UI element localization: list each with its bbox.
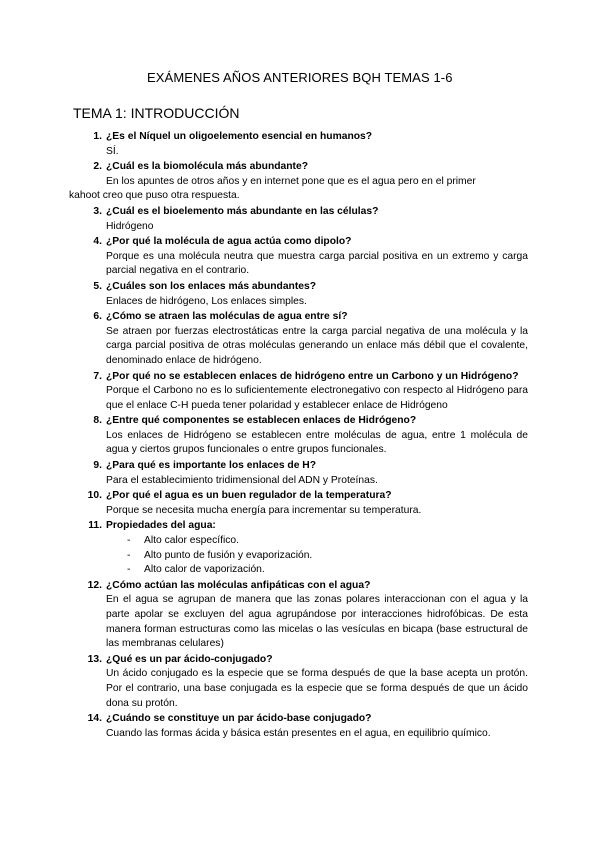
question-number: 8.: [93, 415, 102, 427]
list-item: [87, 459, 528, 488]
question-number: 1.: [93, 131, 102, 142]
property-list: [106, 534, 528, 578]
question-number: 2.: [93, 161, 102, 173]
question-number: 9.: [93, 460, 102, 472]
list-item: [87, 310, 528, 368]
question-text: ¿Entre qué componentes se establecen enlaces de Hidrógeno?: [106, 415, 417, 427]
question-text: ¿Cuáles son los enlaces más abundantes?: [106, 280, 317, 292]
list-item: [87, 205, 528, 234]
answer-text: Enlaces de hidrógeno, Los enlaces simples.: [106, 295, 307, 307]
answer-text: En el agua se agrupan de manera que las zonas polares interaccionan con el agua y la parte apolar se excluyen del agua agrupándose por interacciones hidrofóbicas. De esta manera forman estructuras como las micelas o las vesículas en bicapa (base estructural de las membranas celulares): [106, 594, 528, 650]
answer-text-continuation: kahoot creo que puso otra respuesta.: [69, 190, 240, 202]
question-number: 7.: [93, 370, 102, 382]
question-number: 3.: [93, 205, 102, 217]
list-item: [87, 712, 528, 741]
question-text: ¿Cuál es el bioelemento más abundante en las células?: [106, 205, 379, 217]
answer-text: Cuando las formas ácida y básica están presentes en el agua, en equilibrio químico.: [106, 727, 491, 739]
question-text: ¿Cuándo se constituye un par ácido-base conjugado?: [106, 713, 372, 725]
list-item: [87, 235, 528, 279]
question-text: ¿Es el Níquel un oligoelemento esencial en humanos?: [106, 131, 373, 142]
answer-text: Los enlaces de Hidrógeno se establecen entre moléculas de agua, entre 1 molécula de agua y ciertos grupos funcionales o entre grupos funcionales.: [106, 429, 528, 456]
list-item: [87, 130, 528, 159]
answer-text: Se atraen por fuerzas electrostáticas entre la carga parcial negativa de una molécula y la carga parcial positiva de otras moléculas generando un enlace más débil que el covalente, denominado enlace de hidrógeno.: [106, 325, 528, 366]
question-number: 10.: [87, 490, 102, 502]
list-item: [87, 519, 528, 577]
list-item: [69, 160, 528, 204]
list-item: [87, 280, 528, 309]
question-text: ¿Cómo se atraen las moléculas de agua entre sí?: [106, 311, 348, 323]
question-text: ¿Qué es un par ácido-conjugado?: [106, 653, 273, 665]
list-item: [87, 414, 528, 458]
question-number: 6.: [93, 311, 102, 323]
property-item: - Alto calor específico.: [127, 534, 528, 549]
answer-text: Porque es una molécula neutra que muestra carga parcial positiva en un extremo y carga parcial negativa en el contrario.: [106, 250, 528, 277]
answer-text: Para el establecimiento tridimensional del ADN y Proteínas.: [106, 474, 378, 486]
question-text: ¿Por qué no se establecen enlaces de hidrógeno entre un Carbono y un Hidrógeno?: [106, 370, 519, 382]
question-number: 12.: [87, 579, 102, 591]
answer-text: SÍ.: [106, 145, 119, 157]
list-item: [87, 579, 528, 652]
question-text: Propiedades del agua:: [106, 520, 216, 532]
question-list: [69, 130, 528, 741]
answer-text: En los apuntes de otros años y en internet pone que es el agua pero en el primer: [106, 175, 476, 187]
question-number: 14.: [87, 713, 102, 725]
question-text: ¿Cómo actúan las moléculas anfipáticas con el agua?: [106, 579, 371, 591]
question-text: ¿Para qué es importante los enlaces de H?: [106, 460, 317, 472]
list-item: [87, 653, 528, 711]
question-text: ¿Por qué el agua es un buen regulador de la temperatura?: [106, 490, 392, 502]
question-number: 11.: [88, 520, 102, 532]
property-item: - Alto calor de vaporización.: [127, 563, 528, 578]
question-number: 13.: [87, 653, 102, 665]
section-title: TEMA 1: INTRODUCCIÓN: [73, 105, 240, 121]
list-item: [87, 370, 528, 414]
question-number: 5.: [93, 280, 102, 292]
list-item: [87, 489, 528, 518]
answer-text: Porque se necesita mucha energía para incrementar su temperatura.: [106, 504, 422, 516]
property-item: - Alto punto de fusión y evaporización.: [127, 549, 528, 564]
question-text: ¿Por qué la molécula de agua actúa como dipolo?: [106, 236, 352, 248]
question-number: 4.: [93, 236, 102, 248]
answer-text: Hidrógeno: [106, 220, 154, 232]
document-title: EXÁMENES AÑOS ANTERIORES BQH TEMAS 1-6: [147, 70, 453, 85]
answer-text: Un ácido conjugado es la especie que se forma después de que la base acepta un protón. Por el contrario, una base conjugada es la especie que se forma después de que un ácido dona su protón.: [106, 668, 528, 709]
question-text: ¿Cuál es la biomolécula más abundante?: [106, 161, 308, 173]
answer-text: Porque el Carbono no es lo suficientemente electronegativo con respecto al Hidrógeno para que el enlace C-H pueda tener polaridad y establecer enlace de Hidrógeno: [106, 385, 528, 411]
